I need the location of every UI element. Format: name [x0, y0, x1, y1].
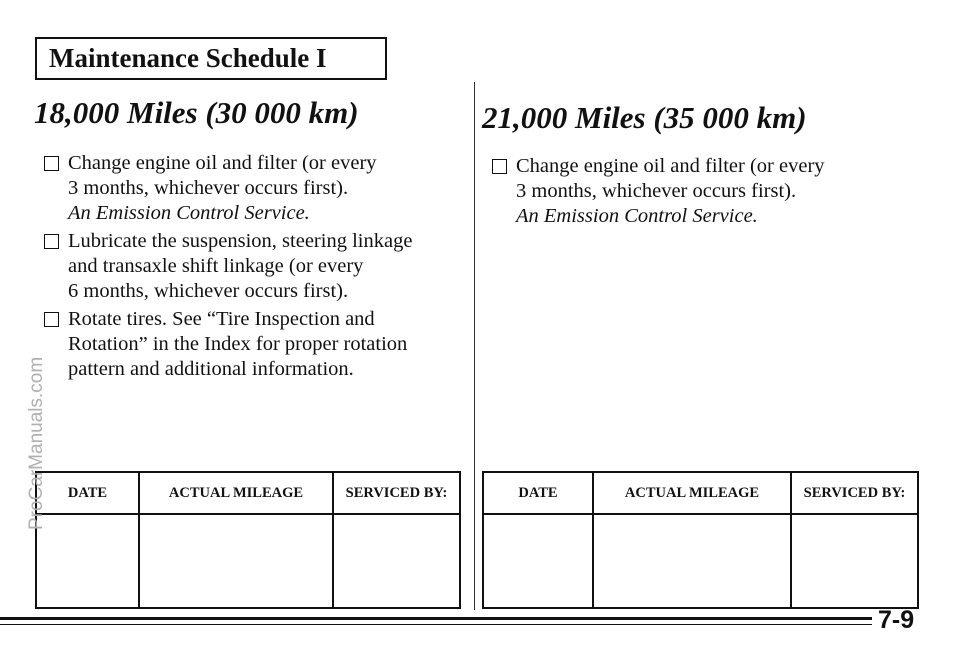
- item-text: Lubricate the suspension, steering linkage: [68, 230, 413, 252]
- serviced-by-cell[interactable]: [791, 514, 918, 608]
- mileage-cell[interactable]: [593, 514, 791, 608]
- section-21000-miles: [482, 95, 922, 232]
- checklist-item: [34, 151, 464, 226]
- section-18000-miles: [34, 95, 464, 385]
- checkbox-icon[interactable]: [44, 234, 59, 249]
- checkbox-icon[interactable]: [44, 156, 59, 171]
- serviced-by-header: SERVICED BY:: [791, 472, 918, 514]
- mileage-cell[interactable]: [139, 514, 333, 608]
- item-text: Change engine oil and filter (or every: [68, 152, 377, 174]
- item-note: An Emission Control Service.: [516, 205, 758, 227]
- checklist-item: [34, 229, 464, 304]
- item-text: Rotate tires. See “Tire Inspection and: [68, 308, 375, 330]
- footer-rule: [0, 617, 872, 620]
- date-cell[interactable]: [483, 514, 593, 608]
- table-header-row: [36, 472, 460, 514]
- serviced-by-header: SERVICED BY:: [333, 472, 460, 514]
- item-text: pattern and additional information.: [68, 358, 354, 380]
- checklist-item: [34, 307, 464, 382]
- item-text: 6 months, whichever occurs first).: [68, 280, 349, 302]
- service-record-table: [482, 471, 919, 609]
- schedule-title-box: [35, 37, 387, 80]
- table-row: [36, 514, 460, 608]
- item-text: 3 months, whichever occurs first).: [68, 177, 349, 199]
- watermark: ProCarManuals.com: [26, 356, 47, 530]
- item-text: 3 months, whichever occurs first).: [516, 180, 797, 202]
- actual-mileage-header: ACTUAL MILEAGE: [139, 472, 333, 514]
- date-header: DATE: [36, 472, 139, 514]
- item-note: An Emission Control Service.: [68, 202, 310, 224]
- column-divider: [474, 82, 475, 610]
- footer-rule-thin: [0, 624, 872, 625]
- table-header-row: [483, 472, 918, 514]
- serviced-by-cell[interactable]: [333, 514, 460, 608]
- page-number: 7-9: [878, 606, 915, 634]
- checkbox-icon[interactable]: [492, 159, 507, 174]
- section-title: 18,000 Miles (30 000 km): [34, 95, 359, 130]
- item-text: and transaxle shift linkage (or every: [68, 255, 364, 277]
- actual-mileage-header: ACTUAL MILEAGE: [593, 472, 791, 514]
- schedule-title: Maintenance Schedule I: [49, 43, 327, 73]
- section-title: 21,000 Miles (35 000 km): [482, 100, 807, 135]
- checkbox-icon[interactable]: [44, 312, 59, 327]
- date-header: DATE: [483, 472, 593, 514]
- date-cell[interactable]: [36, 514, 139, 608]
- item-text: Rotation” in the Index for proper rotation: [68, 333, 408, 355]
- service-record-table: [35, 471, 461, 609]
- table-row: [483, 514, 918, 608]
- checklist-item: [482, 154, 922, 229]
- item-text: Change engine oil and filter (or every: [516, 155, 825, 177]
